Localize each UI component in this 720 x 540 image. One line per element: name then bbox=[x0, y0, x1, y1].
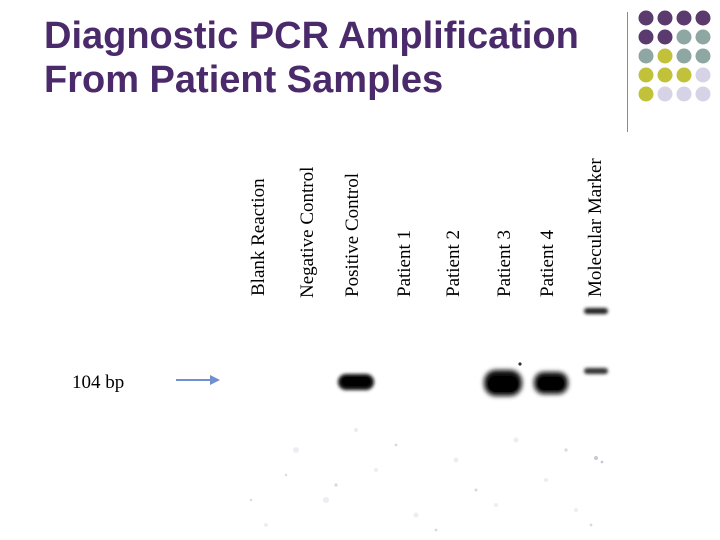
decorative-dot bbox=[696, 68, 711, 83]
decorative-dot bbox=[639, 49, 654, 64]
title-line-1: Diagnostic PCR Amplification bbox=[44, 15, 579, 57]
decorative-dot bbox=[677, 30, 692, 45]
decorative-divider bbox=[627, 12, 628, 132]
decorative-dot bbox=[677, 49, 692, 64]
decorative-dot bbox=[639, 87, 654, 102]
title-line-2: From Patient Samples bbox=[44, 59, 444, 101]
decorative-dot bbox=[639, 68, 654, 83]
band-positive-control bbox=[338, 374, 374, 390]
decorative-dot bbox=[696, 11, 711, 26]
decorative-dot bbox=[658, 87, 673, 102]
slide-title bbox=[44, 14, 604, 102]
decorative-dot bbox=[639, 30, 654, 45]
decorative-dot bbox=[658, 68, 673, 83]
band-molecular-marker bbox=[584, 308, 608, 374]
gel-image bbox=[236, 300, 616, 540]
decorative-dot bbox=[677, 87, 692, 102]
band-patient-3 bbox=[484, 370, 522, 396]
decorative-dot bbox=[696, 87, 711, 102]
decorative-dot bbox=[639, 11, 654, 26]
lane-label-patient-4: Patient 4 bbox=[537, 229, 558, 297]
decorative-dot-grid bbox=[638, 10, 720, 120]
decorative-dot bbox=[658, 11, 673, 26]
lane-label-patient-3: Patient 3 bbox=[494, 229, 515, 297]
band-patient-4 bbox=[534, 372, 568, 394]
lane-label-patient-1: Patient 1 bbox=[394, 229, 415, 297]
band-size-label: 104 bp bbox=[72, 372, 125, 393]
decorative-dot bbox=[696, 49, 711, 64]
lane-label-molecular-marker: Molecular Marker bbox=[585, 158, 606, 297]
lane-label-positive-control: Positive Control bbox=[342, 172, 363, 297]
decorative-dot bbox=[658, 49, 673, 64]
arrow-right-icon bbox=[174, 372, 222, 388]
decorative-dot bbox=[677, 68, 692, 83]
decorative-dot bbox=[677, 11, 692, 26]
lane-label-patient-2: Patient 2 bbox=[443, 229, 464, 297]
decorative-dot bbox=[696, 30, 711, 45]
lane-label-blank-reaction: Blank Reaction bbox=[248, 178, 269, 296]
decorative-dot bbox=[658, 30, 673, 45]
lane-label-negative-control: Negative Control bbox=[297, 166, 318, 298]
